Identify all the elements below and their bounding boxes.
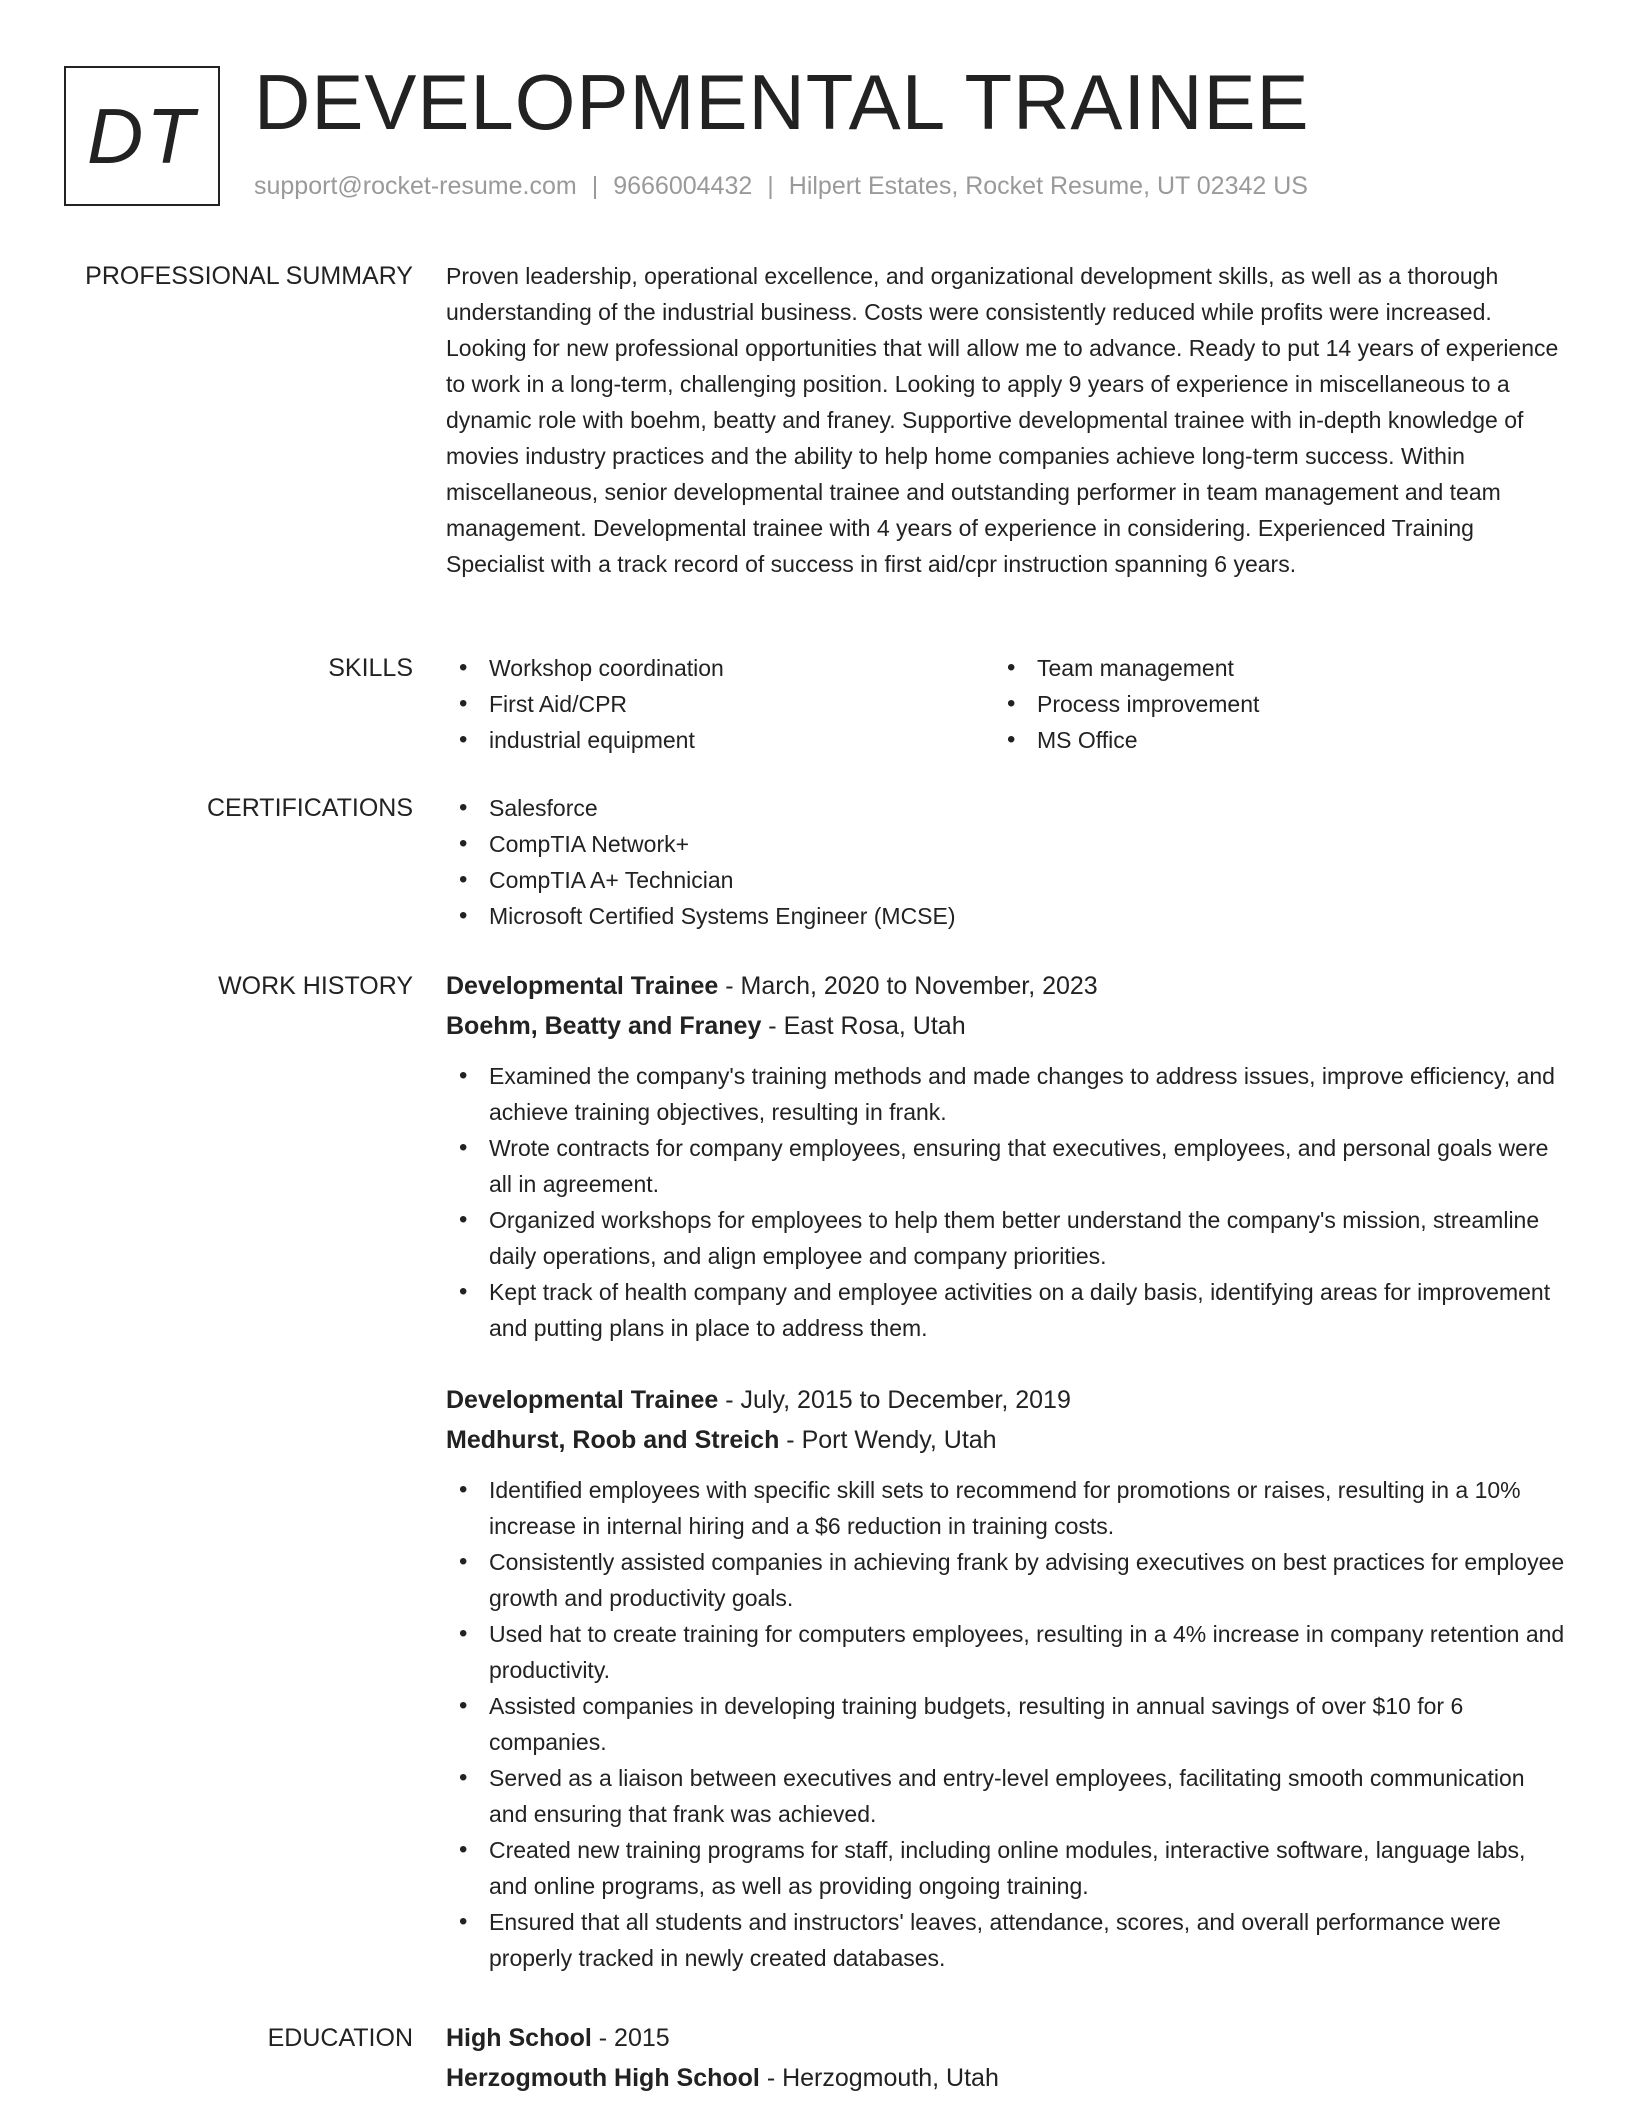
certification-item: • CompTIA Network+ (446, 826, 1566, 862)
work-history-label: WORK HISTORY (218, 972, 413, 1000)
education-year: - 2015 (591, 2024, 670, 2052)
job-title-line (446, 966, 1566, 1006)
resume-title: DEVELOPMENTAL TRAINEE (254, 58, 1310, 146)
job-title-line (446, 1380, 1566, 1420)
skill-item: • Team management (994, 650, 1542, 686)
skills-column-2 (994, 650, 1542, 758)
summary-content (446, 258, 1566, 582)
job-location: - East Rosa, Utah (761, 1012, 966, 1040)
skills-label: SKILLS (328, 654, 413, 682)
job-location: - Port Wendy, Utah (779, 1426, 997, 1454)
skill-item: • industrial equipment (446, 722, 994, 758)
job-title: Developmental Trainee (446, 972, 719, 1000)
job-bullet: • Served as a liaison between executives and entry-level employees, facilitating smooth communication and ensuring that frank was achieved. (446, 1760, 1566, 1832)
skill-item: • Workshop coordination (446, 650, 994, 686)
summary-label: PROFESSIONAL SUMMARY (85, 262, 413, 290)
initials-monogram: DT (64, 66, 220, 206)
education-degree: High School (446, 2024, 592, 2052)
job-bullet: • Examined the company's training methods and made changes to address issues, improve efficiency, and achieve training objectives, resulting in frank. (446, 1058, 1566, 1130)
education-location: - Herzogmouth, Utah (759, 2064, 999, 2092)
job-bullet: • Ensured that all students and instructors' leaves, attendance, scores, and overall performance were properly tracked in newly created databases. (446, 1904, 1566, 1976)
contact-email: support@rocket-resume.com (254, 172, 577, 200)
contact-separator: | (591, 172, 599, 200)
contact-separator: | (767, 172, 774, 200)
education-school-line (446, 2058, 1566, 2098)
certifications-content (446, 790, 1566, 934)
job-entry (446, 1380, 1566, 1976)
education-degree-line (446, 2018, 1566, 2058)
job-dates: - March, 2020 to November, 2023 (718, 972, 1098, 1000)
job-title: Developmental Trainee (446, 1386, 719, 1414)
certifications-label: CERTIFICATIONS (206, 794, 413, 822)
skill-item: • Process improvement (994, 686, 1542, 722)
job-bullet: • Wrote contracts for company employees, ensuring that executives, employees, and personal goals were all in agreement. (446, 1130, 1566, 1202)
contact-phone: 9666004432 (613, 172, 753, 200)
skill-item: • First Aid/CPR (446, 686, 994, 722)
education-content (446, 2018, 1566, 2098)
job-dates: - July, 2015 to December, 2019 (718, 1386, 1071, 1414)
job-bullet: • Assisted companies in developing training budgets, resulting in annual savings of over $10 for 6 companies. (446, 1688, 1566, 1760)
education-school: Herzogmouth High School (446, 2064, 760, 2092)
job-bullet: • Identified employees with specific skill sets to recommend for promotions or raises, resulting in a 10% increase in internal hiring and a $6 reduction in training costs. (446, 1472, 1566, 1544)
job-bullet: • Used hat to create training for computers employees, resulting in a 4% increase in company retention and productivity. (446, 1616, 1566, 1688)
certification-item: • CompTIA A+ Technician (446, 862, 1566, 898)
skill-item: • MS Office (994, 722, 1542, 758)
contact-line (254, 172, 1308, 201)
education-label: EDUCATION (267, 2024, 413, 2052)
job-bullets (446, 1058, 1566, 1346)
job-bullet: • Consistently assisted companies in achieving frank by advising executives on best practices for employee growth and productivity goals. (446, 1544, 1566, 1616)
contact-address: Hilpert Estates, Rocket Resume, UT 02342 US (788, 172, 1308, 200)
job-company-line (446, 1420, 1566, 1460)
skills-column-1 (446, 650, 994, 758)
certification-item: • Microsoft Certified Systems Engineer (MCSE) (446, 898, 1566, 934)
job-bullet: • Organized workshops for employees to help them better understand the company's mission, streamline daily operations, and align employee and company priorities. (446, 1202, 1566, 1274)
skills-grid (446, 650, 1566, 758)
job-bullets (446, 1472, 1566, 1976)
job-entry (446, 966, 1566, 1346)
job-bullet: • Created new training programs for staff, including online modules, interactive software, language labs, and online programs, as well as providing ongoing training. (446, 1832, 1566, 1904)
job-bullet: • Kept track of health company and employee activities on a daily basis, identifying areas for improvement and putting plans in place to address them. (446, 1274, 1566, 1346)
certification-item: • Salesforce (446, 790, 1566, 826)
job-company: Medhurst, Roob and Streich (446, 1426, 780, 1454)
job-company: Boehm, Beatty and Franey (446, 1012, 762, 1040)
job-company-line (446, 1006, 1566, 1046)
summary-text: Proven leadership, operational excellence, and organizational development skills, as well as a thorough understanding of the industrial business. Costs were consistently reduced while profits were increased. Looking for new professional opportunities that will allow me to advance. Ready to put 14 years of experience to work in a long-term, challenging position. Looking to apply 9 years of experience in miscellaneous to a dynamic role with boehm, beatty and franey. Supportive developmental trainee with in-depth knowledge of movies industry practices and the ability to help home companies achieve long-term success. Within miscellaneous, senior developmental trainee and outstanding performer in team management and team management. Developmental trainee with 4 years of experience in considering. Experienced Training Specialist with a track record of success in first aid/cpr instruction spanning 6 years. (446, 263, 1559, 577)
certifications-list (446, 790, 1566, 934)
